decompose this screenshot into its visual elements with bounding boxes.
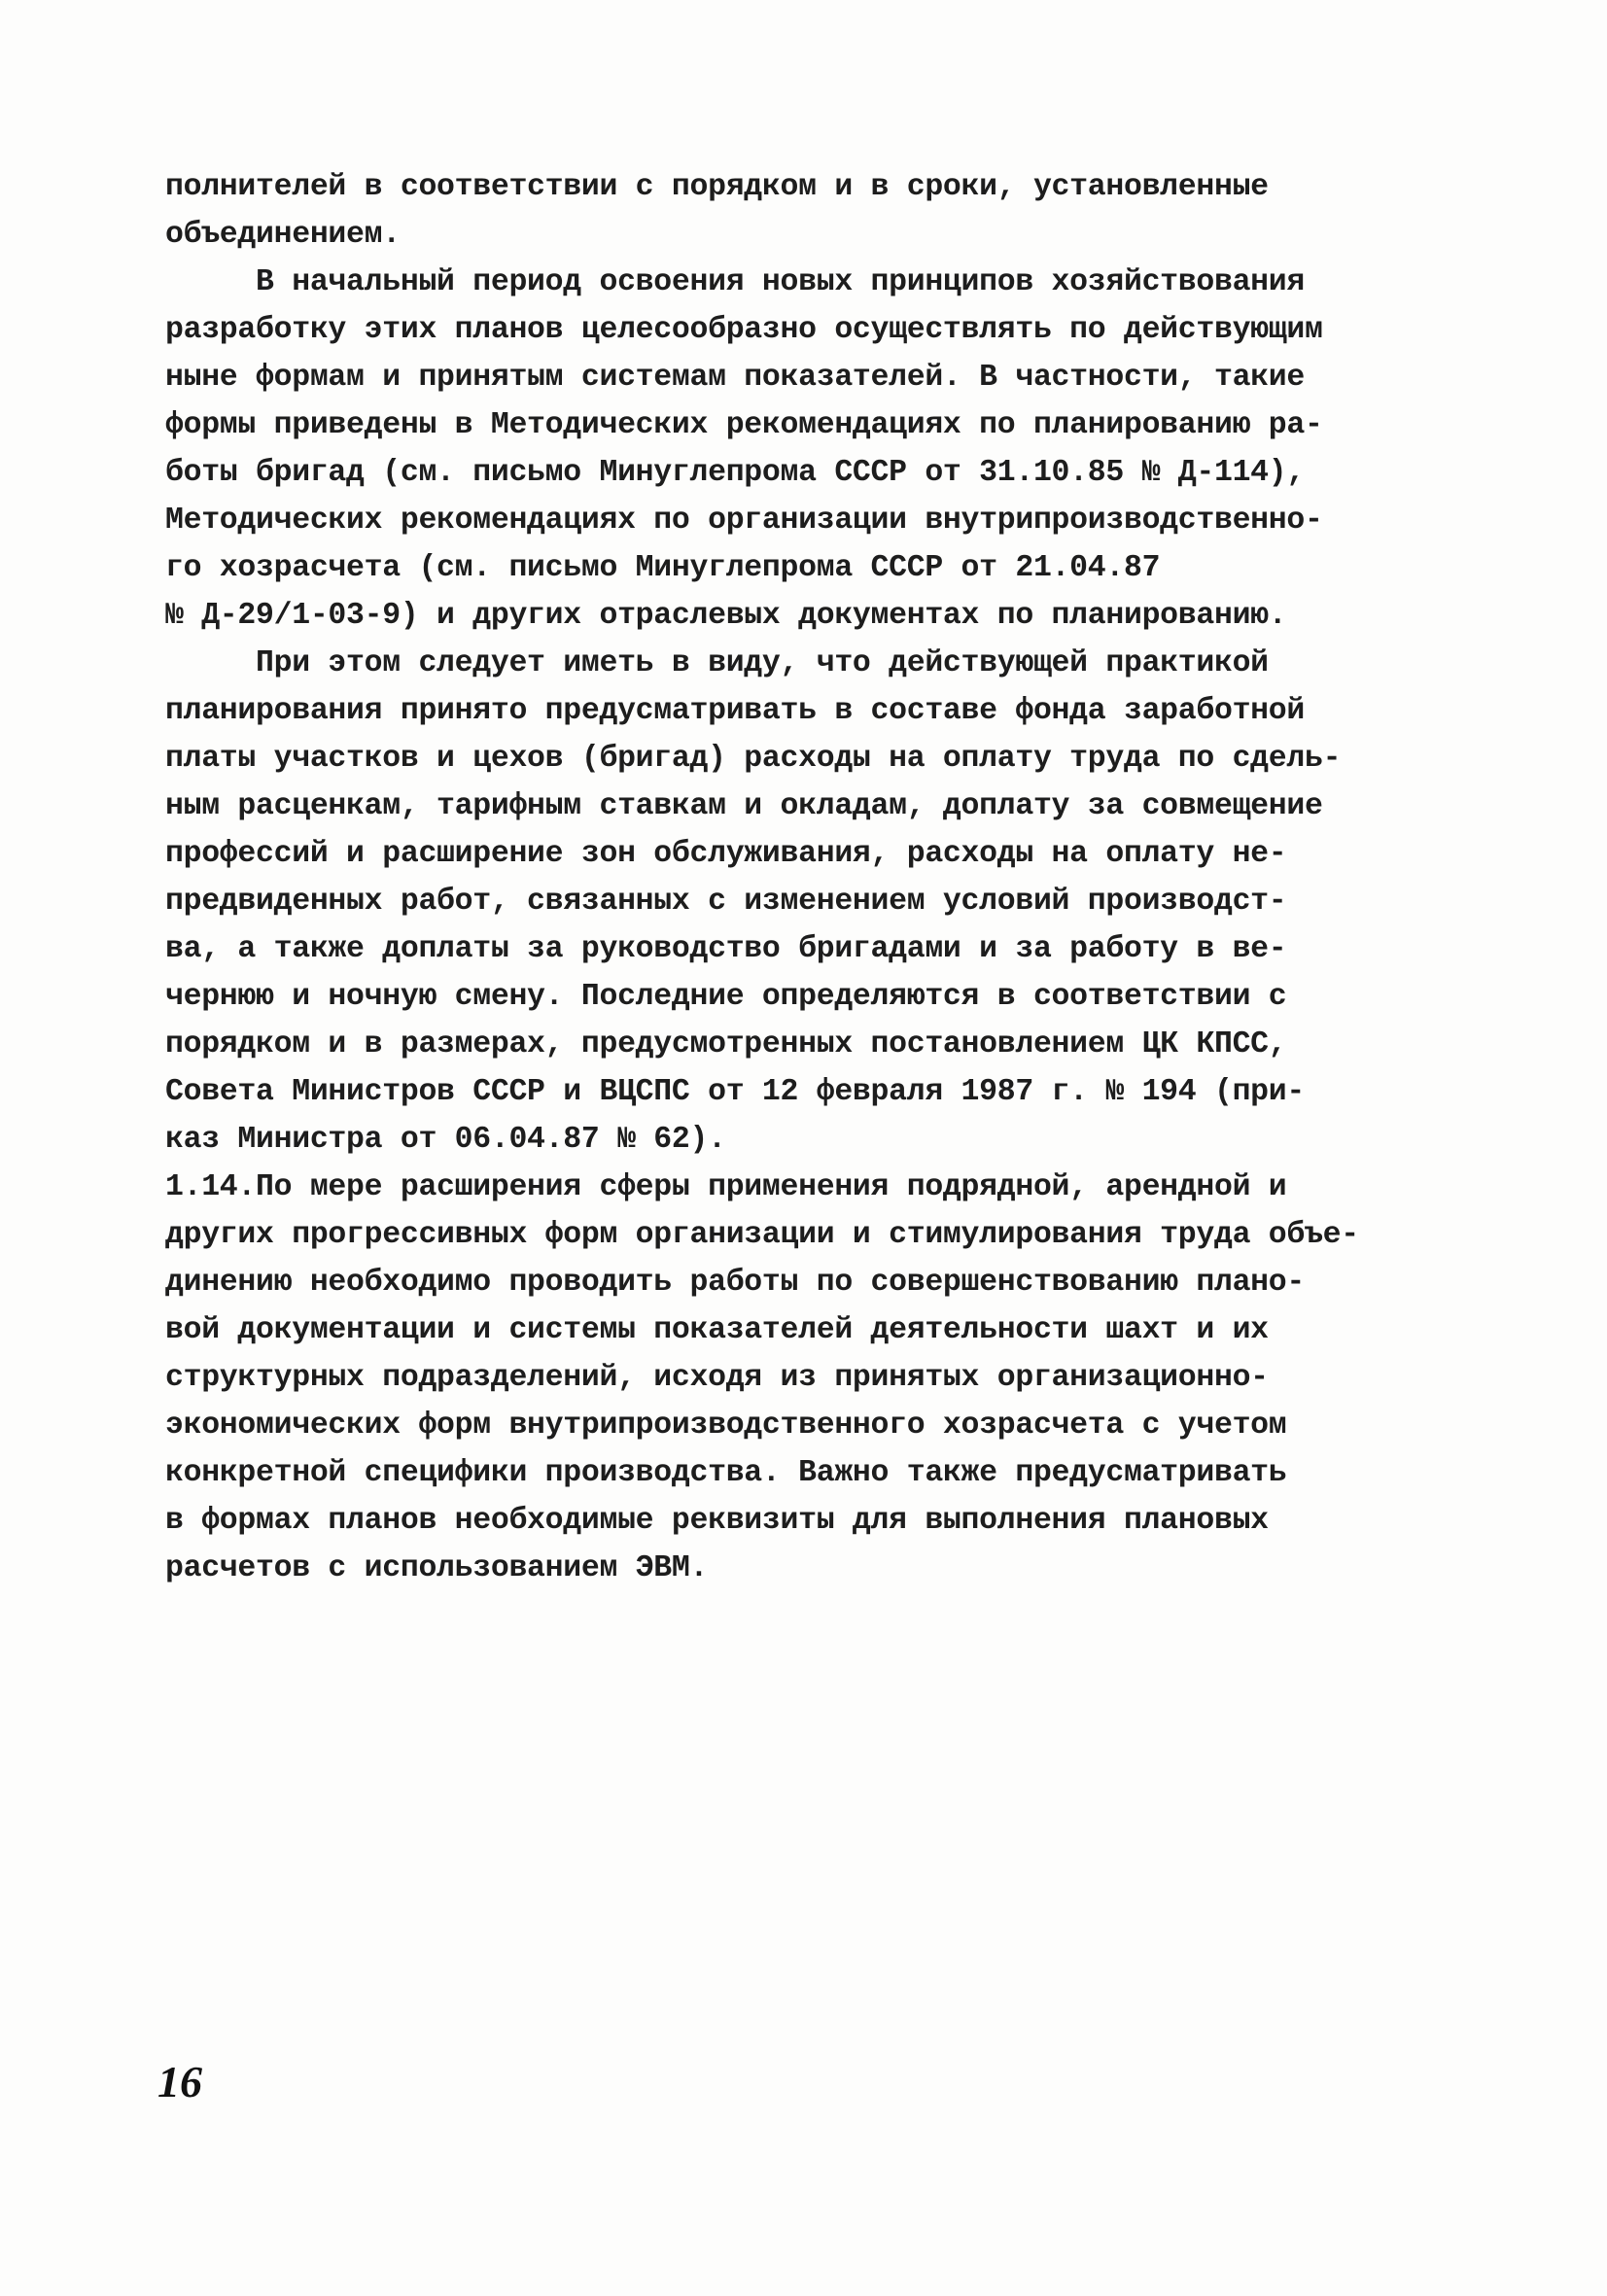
text-line: го хозрасчета (см. письмо Минуглепрома СССР от 21.04.87 [165,551,1161,585]
text-line: планирования принято предусматривать в составе фонда заработной [165,694,1305,728]
text-line: В начальный период освоения новых принципов хозяйствования [165,265,1305,299]
text-line: чернюю и ночную смену. Последние определяются в соответствии с [165,980,1287,1014]
text-line: 1.14.По мере расширения сферы применения подрядной, арендной и [165,1170,1287,1204]
text-line: вой документации и системы показателей деятельности шахт и их [165,1313,1269,1347]
text-line: расчетов с использованием ЭВМ. [165,1551,709,1585]
text-line: разработку этих планов целесообразно осуществлять по действующим [165,313,1323,347]
text-line: ва, а также доплаты за руководство бригадами и за работу в ве- [165,932,1287,966]
text-line: ныне формам и принятым системам показателей. В частности, такие [165,361,1305,395]
text-line: платы участков и цехов (бригад) расходы на оплату труда по сдель- [165,742,1342,776]
text-line: других прогрессивных форм организации и стимулирования труда объе- [165,1218,1359,1252]
text-line: конкретной специфики производства. Важно также предусматривать [165,1456,1287,1490]
text-line: предвиденных работ, связанных с изменением условий производст- [165,885,1287,919]
body-text [165,163,1468,1592]
text-line: в формах планов необходимые реквизиты для выполнения плановых [165,1504,1269,1538]
text-line: Совета Министров СССР и ВЦСПС от 12 февраля 1987 г. № 194 (при- [165,1075,1305,1109]
text-line: формы приведены в Методических рекомендациях по планированию ра- [165,408,1323,442]
text-line: Методических рекомендациях по организации внутрипроизводственно- [165,504,1323,538]
text-line: полнителей в соответствии с порядком и в сроки, установленные [165,170,1269,204]
text-line: порядком и в размерах, предусмотренных постановлением ЦК КПСС, [165,1027,1287,1061]
text-line: ным расценкам, тарифным ставкам и окладам, доплату за совмещение [165,789,1323,823]
text-line: структурных подразделений, исходя из принятых организационно- [165,1361,1269,1395]
text-line: объединением. [165,218,401,252]
text-line: каз Министра от 06.04.87 № 62). [165,1123,726,1157]
text-line: При этом следует иметь в виду, что действующей практикой [165,646,1269,680]
page-number: 16 [157,2057,202,2106]
text-line: боты бригад (см. письмо Минуглепрома СССР от 31.10.85 № Д-114), [165,456,1305,490]
text-line: экономических форм внутрипроизводственного хозрасчета с учетом [165,1409,1287,1443]
text-line: № Д-29/1-03-9) и других отраслевых документах по планированию. [165,599,1287,633]
text-line: профессий и расширение зон обслуживания, расходы на оплату не- [165,837,1287,871]
text-line: динению необходимо проводить работы по совершенствованию плано- [165,1266,1305,1300]
